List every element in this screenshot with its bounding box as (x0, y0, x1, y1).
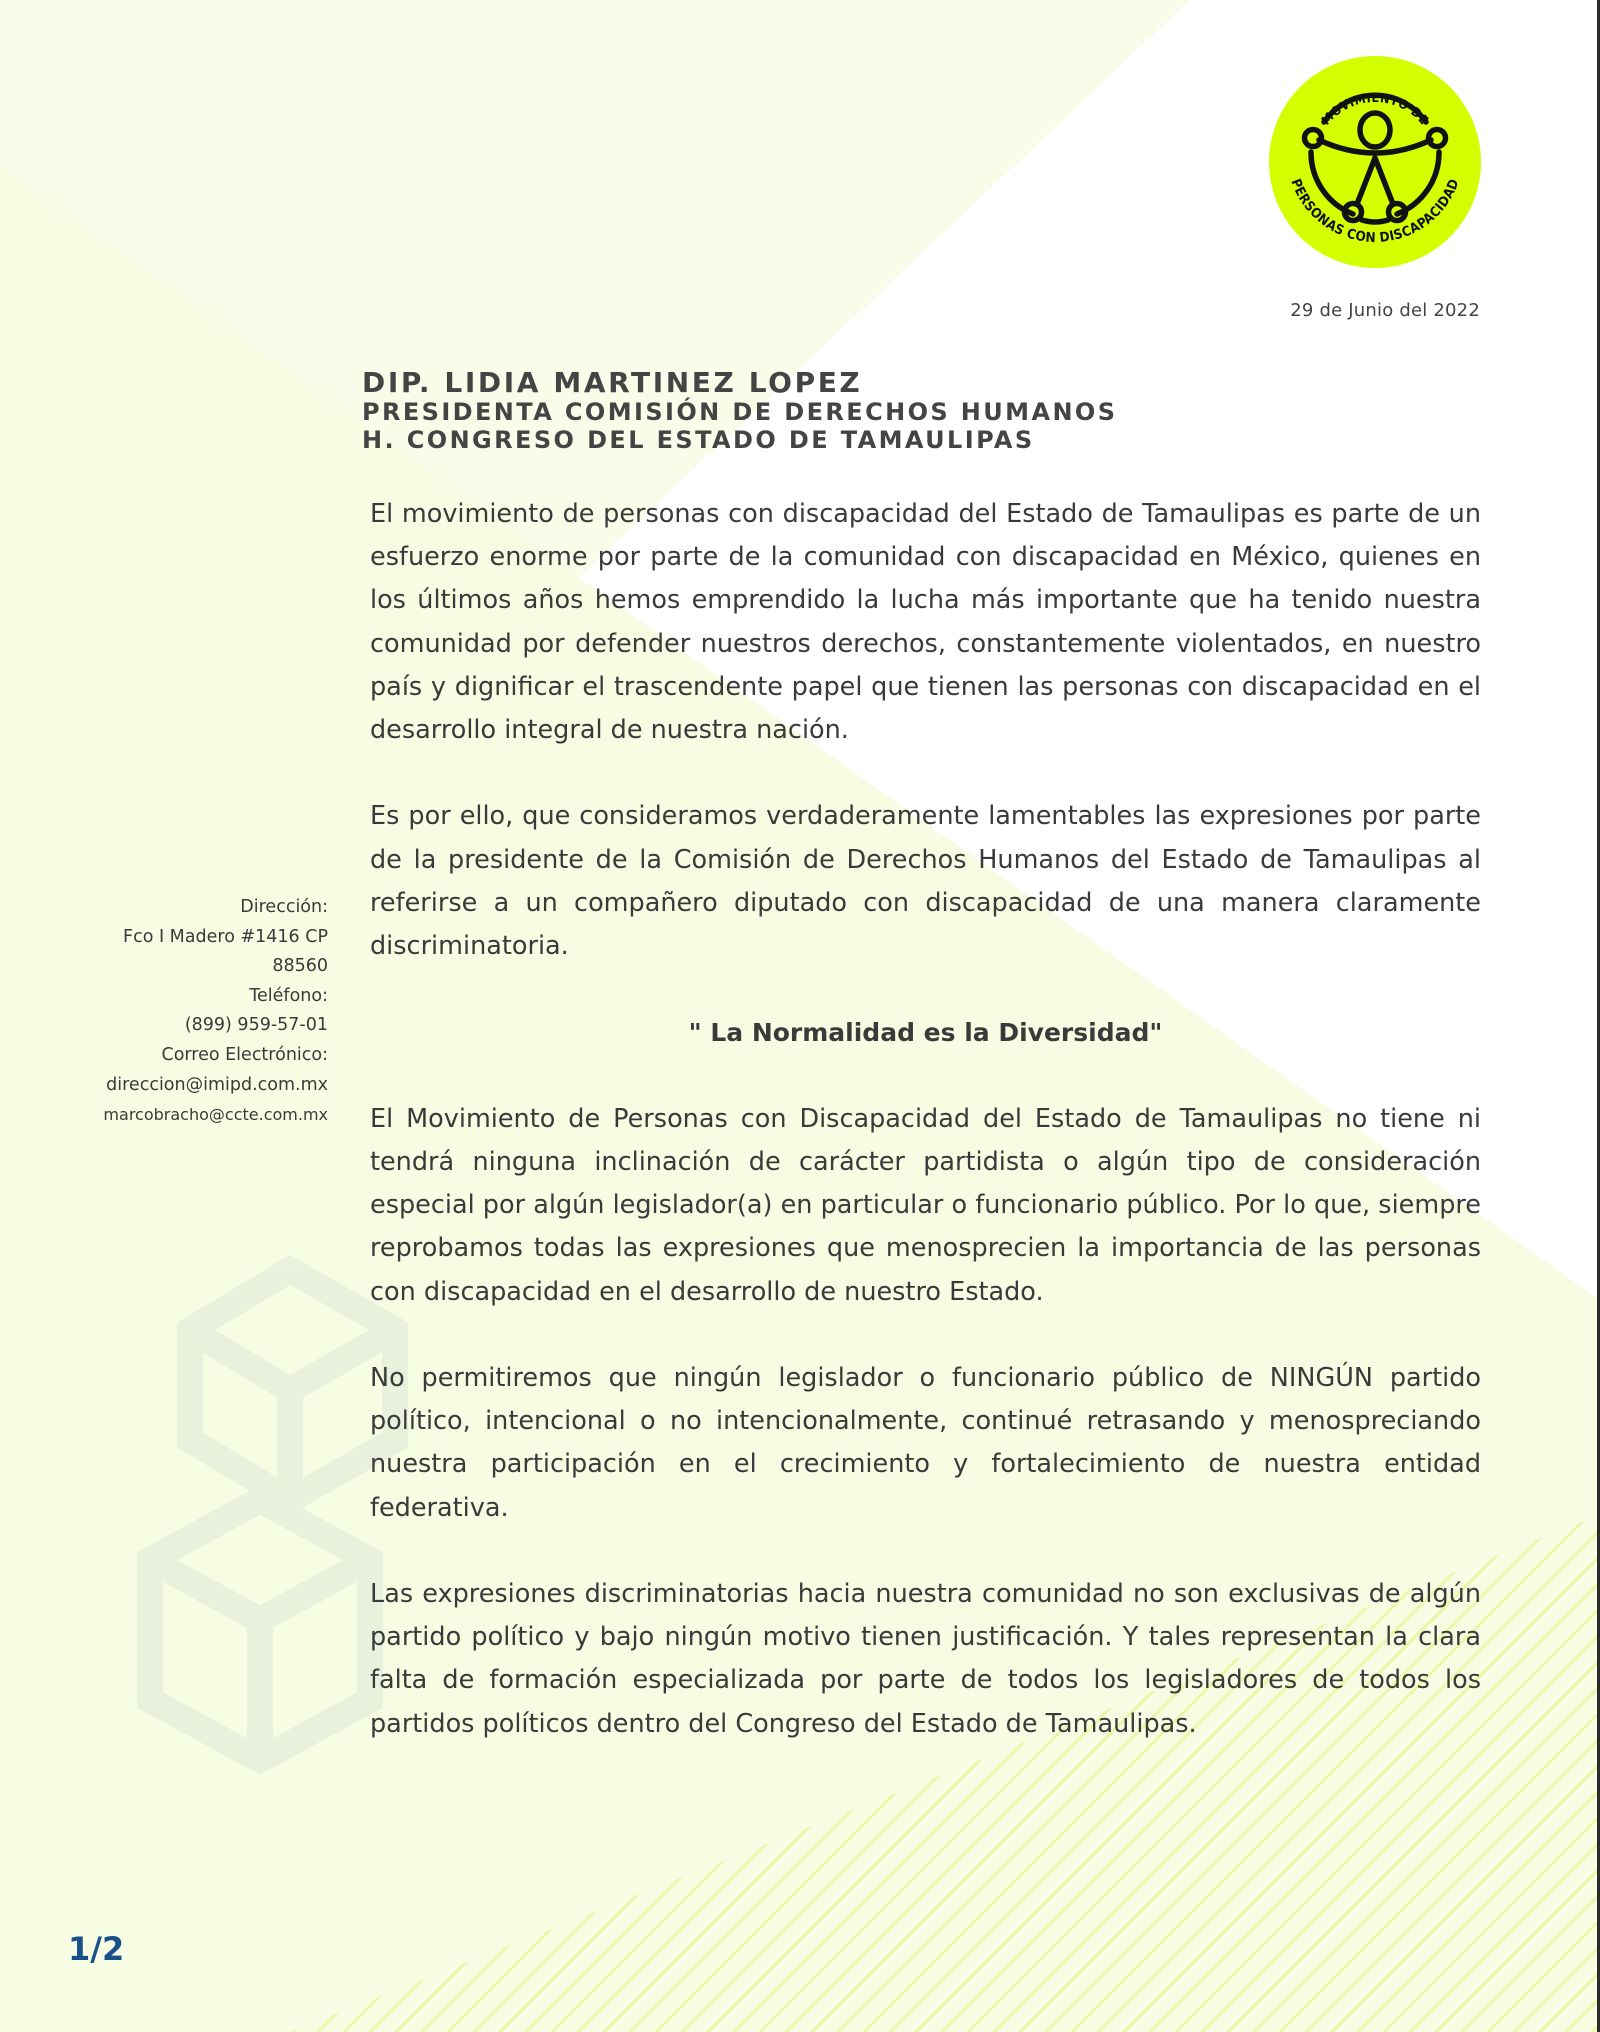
recipient-institution: H. CONGRESO DEL ESTADO DE TAMAULIPAS (362, 426, 1035, 454)
phone-number: (899) 959-57-01 (184, 1015, 328, 1036)
address-line: Fco I Madero #1416 CP (123, 926, 328, 947)
phone-label: Teléfono: (249, 985, 328, 1006)
letter-body (370, 493, 1481, 1789)
contact-sidebar (103, 893, 328, 1130)
motto-quote: " La Normalidad es la Diversidad" (688, 1018, 1163, 1048)
recipient-block (362, 368, 1117, 454)
letter-date: 29 de Junio del 2022 (1290, 300, 1480, 321)
paragraph: Las expresiones discriminatorias hacia nuestra comunidad no son exclusivas de algún partido político y bajo ningún motivo tienen justificación. Y tales representan la clara falta de formación especializada por parte de todos los legisladores de todos los partidos políticos dentro del Congreso del Estado de Tamaulipas. (370, 1579, 1481, 1739)
logo-top-text: MOVIMIENTO DE (1318, 89, 1432, 128)
page-number: 1/2 (68, 1930, 125, 1968)
email-link[interactable]: direccion@imipd.com.mx (106, 1074, 328, 1095)
paragraph: El Movimiento de Personas con Discapacidad del Estado de Tamaulipas no tiene ni tendrá ninguna inclinación de carácter partidista o algún tipo de consideración especial por algún legislador(a) en particular o funcionario público. Por lo que, siempre reprobamos todas las expresiones que menosprecien la importancia de las personas con discapacidad en el desarrollo de nuestro Estado. (370, 1103, 1481, 1307)
logo-bottom-text: PERSONAS CON DISCAPACIDAD (1287, 176, 1463, 247)
paragraph: Es por ello, que consideramos verdaderamente lamentables las expresiones por parte de la presidente de la Comisión de Derechos Humanos del Estado de Tamaulipas al referirse a un compañero diputado con discapacidad de una manera claramente discriminatoria. (370, 801, 1481, 962)
email-link[interactable]: marcobracho@ccte.com.mx (103, 1105, 328, 1125)
paragraph: No permitiremos que ningún legislador o funcionario público de NINGÚN partido político, intencional o no intencionalmente, continué retrasando y menospreciando nuestra participación en el crecimiento y fortalecimiento de nuestra entidad federativa. (370, 1363, 1481, 1523)
recipient-name: DIP. LIDIA MARTINEZ LOPEZ (362, 366, 863, 399)
email-label: Correo Electrónico: (161, 1044, 328, 1065)
postal-code: 88560 (272, 956, 328, 977)
paragraph: El movimiento de personas con discapacidad del Estado de Tamaulipas es parte de un esfuerzo enorme por parte de la comunidad con discapacidad en México, quienes en los últimos años hemos emprendido la lucha más importante que ha tenido nuestra comunidad por defender nuestros derechos, constantemente violentados, en nuestro país y dignificar el trascendente papel que tienen las personas con discapacidad en el desarrollo integral de nuestra nación. (370, 499, 1481, 746)
recipient-position: PRESIDENTA COMISIÓN DE DERECHOS HUMANOS (362, 398, 1118, 426)
address-label: Dirección: (240, 897, 328, 917)
organization-logo (1267, 54, 1483, 270)
